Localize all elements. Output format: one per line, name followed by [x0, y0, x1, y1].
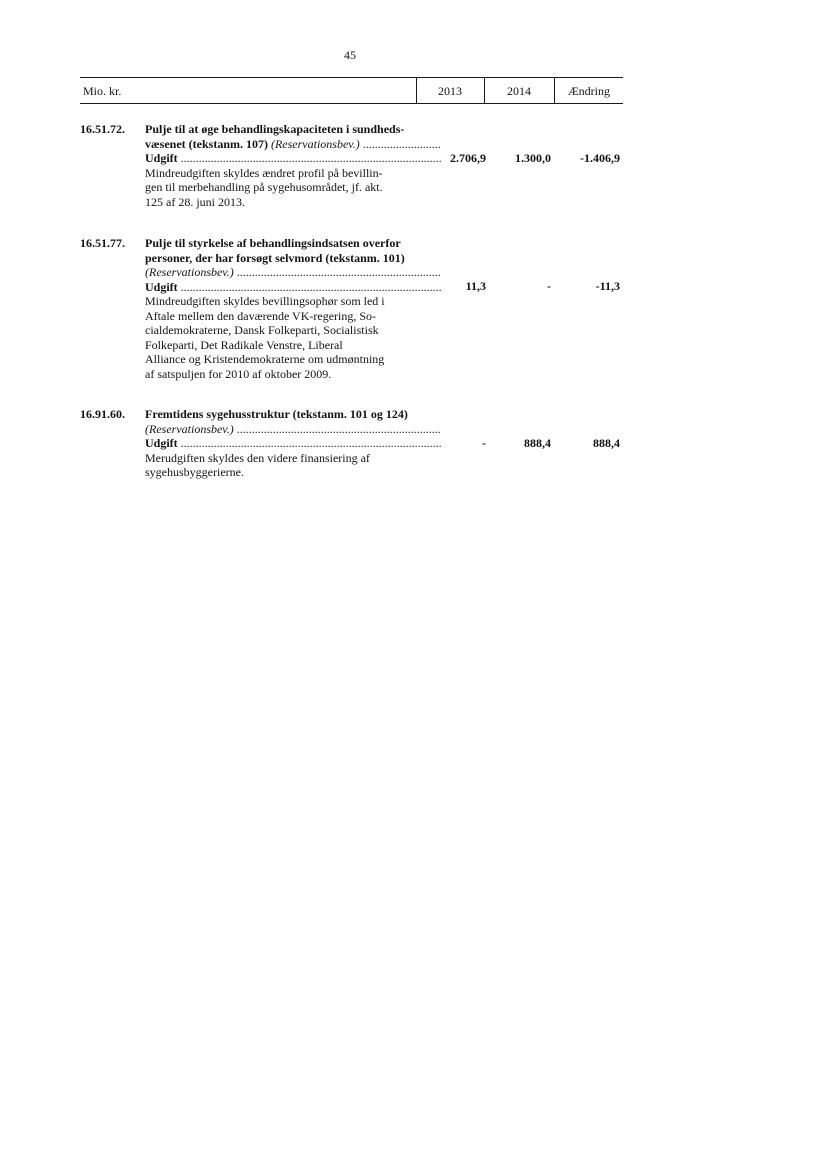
udgift-label: Udgift ..... [145, 151, 441, 166]
header-2013: 2013 [438, 84, 462, 98]
reservation-text: (Reservationsbev.) [145, 421, 234, 436]
note-line: Folkeparti, Det Radikale Venstre, Liberal [145, 337, 343, 352]
amount-2014: 1.300,0 [515, 151, 551, 165]
udgift-label: Udgift ..... [145, 436, 441, 451]
note-line: Merudgiften skyldes den videre finansiering af [145, 450, 370, 465]
entry-body [145, 122, 441, 209]
amount-2013: 2.706,9 [450, 151, 486, 165]
account-number: 16.51.72. [80, 122, 125, 136]
entry-title-continued: personer, der har forsøgt selvmord (tekstanm. 101) [145, 250, 405, 265]
reservation-text: (Reservationsbev.) [145, 265, 234, 279]
reservation-label: (Reservationsbev.) [270, 136, 360, 151]
account-number: 16.51.77. [80, 236, 125, 250]
reservation-label [145, 422, 441, 437]
header-2014: 2014 [507, 84, 531, 98]
entry-body [145, 236, 441, 381]
amount-2014: - [547, 279, 551, 293]
note-line: af satspuljen for 2010 af oktober 2009. [145, 366, 332, 381]
entry-note [145, 294, 441, 381]
entry-title-continued [145, 137, 441, 152]
amount-2013: 11,3 [465, 279, 486, 293]
entry-title: Pulje til at øge behandlingskapaciteten i sundheds- [145, 122, 405, 136]
udgift-label: Udgift ..... [145, 280, 441, 295]
note-line: Mindreudgiften skyldes bevillingsophør som led i [145, 294, 385, 308]
entry-title: Pulje til styrkelse af behandlingsindsatsen overfor [145, 236, 401, 250]
amount-change: -1.406,9 [580, 151, 620, 165]
amount-change: 888,4 [593, 436, 620, 450]
header-rule-top [80, 77, 623, 78]
amount-2014: 888,4 [524, 436, 551, 450]
entry-title-part: væsenet (tekstanm. 107) [145, 136, 268, 151]
entry-title: Fremtidens sygehusstruktur (tekstanm. 101 og 124) [145, 407, 408, 421]
header-change: Ændring [568, 84, 610, 98]
header-unit: Mio. kr. [83, 84, 122, 98]
header-rule-bottom [80, 103, 623, 104]
entry-note [145, 166, 441, 210]
note-line: Alliance og Kristendemokraterne om udmøntning [145, 352, 385, 366]
note-line: Mindreudgiften skyldes ændret profil på bevillin- [145, 165, 383, 180]
entry-body [145, 407, 441, 480]
amount-2013: - [482, 436, 486, 450]
account-number: 16.91.60. [80, 407, 125, 421]
note-line: gen til merbehandling på sygehusområdet, jf. akt. [145, 180, 383, 194]
entry-note [145, 451, 441, 480]
note-line: sygehusbyggerierne. [145, 465, 244, 479]
note-line: Aftale mellem den daværende VK-regering, So- [145, 308, 377, 323]
reservation-label [145, 265, 441, 280]
page-number: 45 [344, 48, 356, 62]
note-line: 125 af 28. juni 2013. [145, 194, 245, 209]
amount-change: -11,3 [595, 279, 620, 293]
note-line: cialdemokraterne, Dansk Folkeparti, Socialistisk [145, 323, 379, 337]
